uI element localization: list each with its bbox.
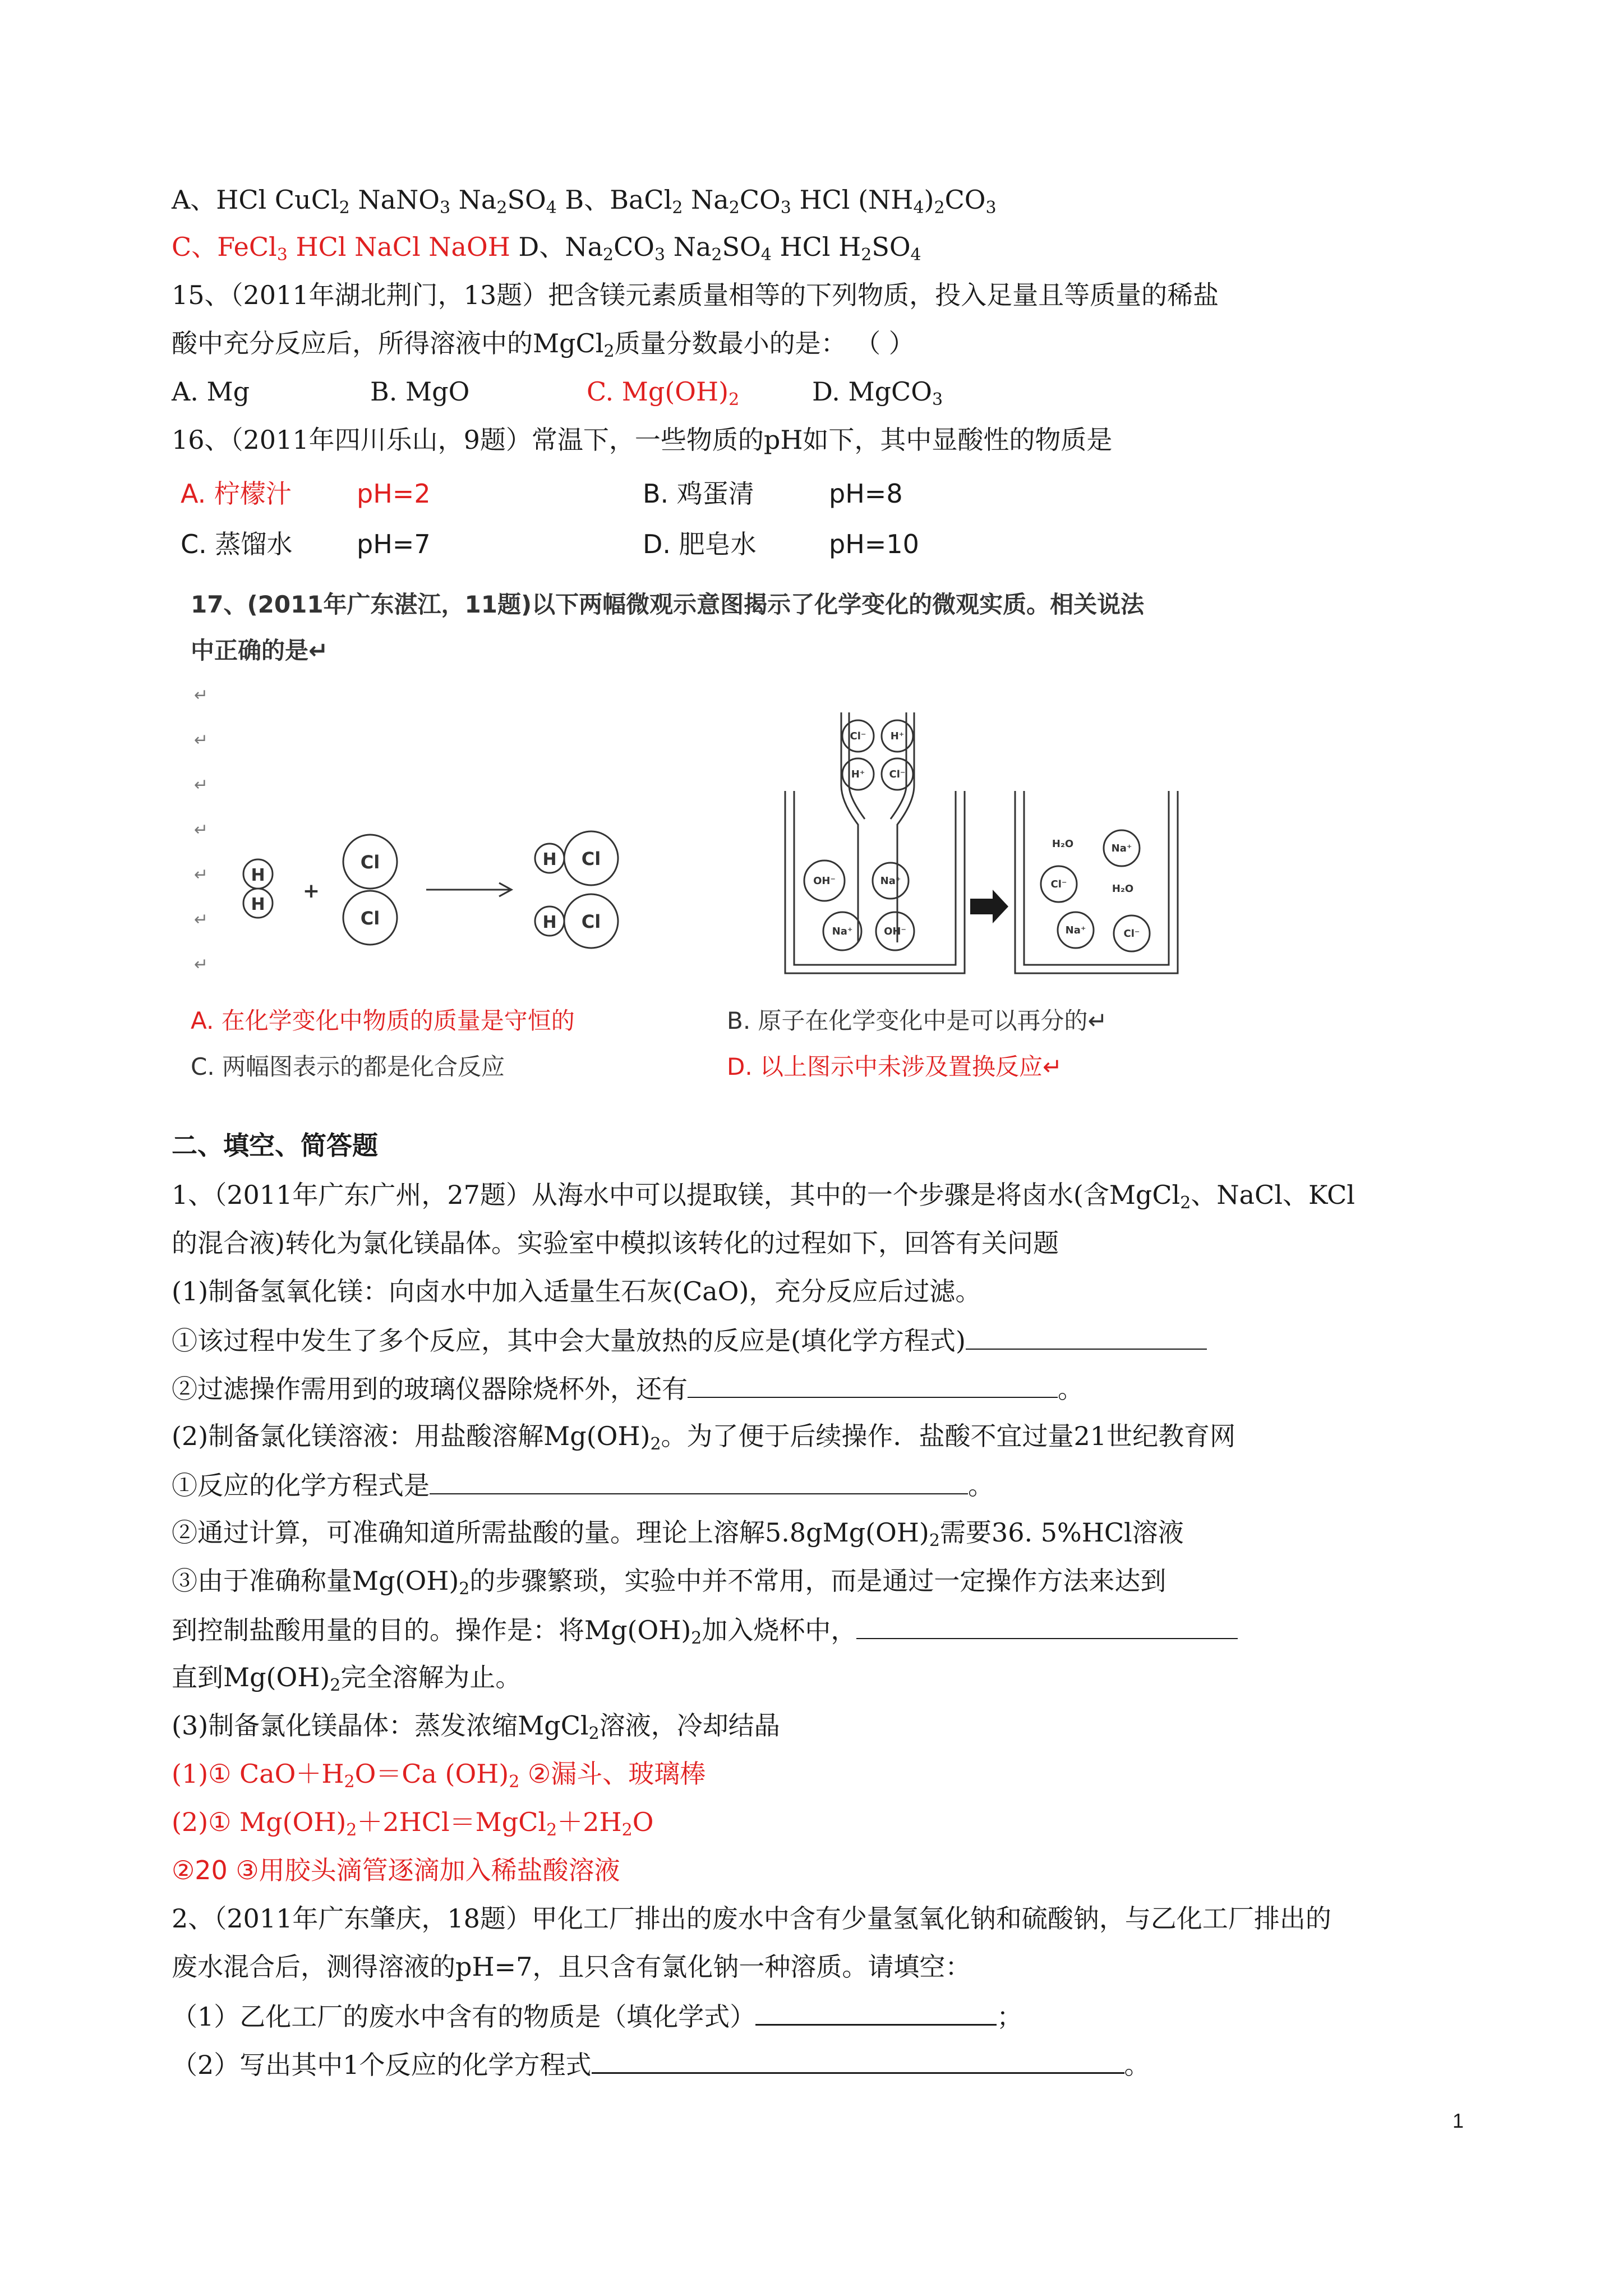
q16-option-d: D. 肥皂水 [643, 529, 757, 559]
cl2-molecule [343, 835, 397, 945]
answer-blank[interactable] [856, 1612, 1238, 1639]
svg-text:H: H [542, 850, 557, 869]
reaction-arrow-bold [970, 890, 1008, 923]
q17-option-c: C. 两幅图表示的都是化合反应 [191, 1053, 505, 1080]
q17-options-cd [191, 1050, 1063, 1084]
svg-text:H: H [542, 913, 557, 932]
q15-option-d: D. MgCO$_3$ [812, 376, 943, 409]
reaction-arrow [426, 883, 511, 896]
q14-option-a: A、HCl CuCl [172, 185, 339, 215]
svg-text:H: H [251, 866, 265, 885]
return-mark: ↵ [194, 775, 209, 795]
q2-1-part2-q3-end: 直到$Mg(OH)_2$完全溶解为止。 [172, 1662, 522, 1695]
q2-1-part1: (1)制备氢氧化镁：向卤水中加入适量生石灰(CaO)，充分反应后过滤。 [172, 1276, 981, 1306]
q2-1-part2: (2)制备氯化镁溶液：用盐酸溶解$Mg(OH)_2$。为了便于后续操作．盐酸不宜过量21世纪教育网 [172, 1421, 1236, 1454]
return-mark: ↵ [194, 910, 209, 930]
svg-text:Cl⁻: Cl⁻ [850, 730, 866, 742]
q2-1-part2-q3-cont: 到控制盐酸用量的目的。操作是：将$Mg(OH)_2$加入烧杯中， [172, 1612, 1238, 1647]
q17-stem-line2: 中正确的是↵ [191, 637, 329, 664]
q16-option-a: A. 柠檬汁 [181, 478, 292, 509]
q16-option-d-ph: pH=10 [829, 529, 919, 559]
svg-text:H⁺: H⁺ [851, 769, 865, 780]
q2-1-stem-line1: 1、（2011年广东广州，27题）从海水中可以提取镁，其中的一个步骤是将卤水(含MgCl$_2$、NaCl、KCl [172, 1180, 1355, 1213]
return-mark: ↵ [194, 865, 209, 885]
svg-text:Cl⁻: Cl⁻ [1050, 878, 1067, 890]
q2-1-part1-q1: ①该过程中发生了多个反应，其中会大量放热的反应是(填化学方程式) [172, 1323, 1207, 1358]
svg-text:H⁺: H⁺ [890, 730, 905, 742]
answer-blank[interactable] [592, 2046, 1124, 2074]
dropper-funnel [841, 712, 914, 942]
q17-option-d: D. 以上图示中未涉及置换反应↵ [727, 1053, 1063, 1080]
beaker-left [785, 791, 965, 973]
q14-options-cd: C、FeCl$_3$ HCl NaCl NaOH D、$Na_2CO_3$ $Na_2SO_4$ HCl $H_2SO_4$ [172, 232, 921, 265]
q15-option-c: C. $Mg(OH)_2$ [587, 376, 740, 409]
q2-2-part2: （2）写出其中1个反应的化学方程式 。 [172, 2046, 1150, 2082]
section-heading: 二、填空、简答题 [172, 1130, 378, 1161]
q17-option-b: B. 原子在化学变化中是可以再分的↵ [727, 1007, 1108, 1034]
q17-option-a: A. 在化学变化中物质的质量是守恒的 [191, 1007, 575, 1034]
hcl-molecule-2 [535, 894, 618, 948]
q16-option-b: B. 鸡蛋清 [643, 478, 754, 509]
svg-text:Na⁺: Na⁺ [880, 875, 901, 887]
return-mark: ↵ [194, 685, 209, 705]
svg-text:Cl: Cl [581, 848, 601, 869]
answer-line-2: (2)① $Mg(OH)_2+2HCl=MgCl_2+2H_2O$ [172, 1807, 654, 1840]
svg-text:Na⁺: Na⁺ [1065, 924, 1086, 936]
beaker-right [1015, 791, 1178, 973]
q16-option-c: C. 蒸馏水 [181, 529, 293, 559]
h2-cl2-reaction-diagram [236, 808, 639, 976]
svg-text:Cl: Cl [360, 908, 380, 929]
q15-option-b: B. MgO [370, 376, 470, 407]
q15-stem-line1: 15、（2011年湖北荆门，13题）把含镁元素质量相等的下列物质，投入足量且等质量的稀盐 [172, 280, 1219, 310]
return-mark: ↵ [194, 955, 209, 974]
svg-text:Na⁺: Na⁺ [1111, 843, 1132, 854]
return-mark: ↵ [194, 820, 209, 840]
svg-text:Cl: Cl [581, 911, 601, 932]
q2-2-stem-line2: 废水混合后，测得溶液的pH=7，且只含有氯化钠一种溶质。请填空： [172, 1952, 971, 1982]
neutralization-diagram [780, 707, 1183, 982]
q17-stem-line1: 17、(2011年广东湛江，11题)以下两幅微观示意图揭示了化学变化的微观实质。相关说法 [191, 591, 1145, 618]
svg-text:H₂O: H₂O [1052, 838, 1074, 850]
answer-line-3: ②20 ③用胶头滴管逐滴加入稀盐酸溶液 [172, 1855, 620, 1885]
page-number: 1 [1453, 2109, 1464, 2132]
q15-stem-line2: 酸中充分反应后，所得溶液中的MgCl$_2$质量分数最小的是： （ ） [172, 328, 915, 361]
svg-text:Cl⁻: Cl⁻ [1123, 928, 1140, 940]
q14-options-ab: A、HCl CuCl$_2$ NaNO$_3$ $Na_2SO_4$ B、BaCl$_2$ $Na_2CO_3$ HCl $(NH_4)_2CO_3$ [172, 185, 997, 218]
q2-1-part2-q2: ②通过计算，可准确知道所需盐酸的量。理论上溶解$5.8gMg(OH)_2$需要36. 5%HCl溶液 [172, 1517, 1184, 1550]
q2-1-part2-q1: ①反应的化学方程式是 。 [172, 1467, 994, 1502]
q2-1-stem-line2: 的混合液)转化为氯化镁晶体。实验室中模拟该转化的过程如下，回答有关问题 [172, 1228, 1059, 1258]
answer-blank[interactable] [430, 1467, 968, 1494]
svg-text:Na⁺: Na⁺ [832, 926, 853, 937]
svg-text:OH⁻: OH⁻ [813, 875, 836, 887]
q17-options-ab [191, 1004, 1108, 1038]
q14-option-d: D、Na [510, 232, 603, 262]
svg-text:H: H [251, 895, 265, 914]
answer-blank[interactable] [755, 1998, 997, 2026]
q16-option-b-ph: pH=8 [829, 478, 903, 509]
ion-group-right-beaker [1041, 830, 1150, 951]
plus-sign: + [302, 880, 320, 903]
q2-2-part1: （1）乙化工厂的废水中含有的物质是（填化学式） ； [172, 1998, 1022, 2033]
q15-options [172, 375, 943, 409]
svg-text:Cl⁻: Cl⁻ [889, 769, 906, 780]
q14-option-c: C、FeCl$_3$ HCl NaCl NaOH [172, 232, 510, 265]
q16-option-c-ph: pH=7 [357, 529, 431, 559]
answer-blank[interactable] [688, 1371, 1058, 1398]
svg-text:Cl: Cl [360, 852, 380, 873]
svg-text:OH⁻: OH⁻ [884, 926, 906, 937]
q16-option-a-ph: pH=2 [357, 478, 431, 509]
answer-line-1: (1)① $CaO+H_2O=Ca$ $(OH)_2$ ②漏斗、玻璃棒 [172, 1759, 706, 1792]
h2-molecule [243, 859, 273, 918]
q2-1-part1-q2: ②过滤操作需用到的玻璃仪器除烧杯外，还有 。 [172, 1371, 1083, 1406]
q15-option-a: A. Mg [172, 376, 250, 407]
q2-1-part2-q3: ③由于准确称量$Mg(OH)_2$的步骤繁琐，实验中并不常用，而是通过一定操作方法来达到 [172, 1566, 1166, 1599]
q2-2-stem-line1: 2、（2011年广东肇庆，18题）甲化工厂排出的废水中含有少量氢氧化钠和硫酸钠，与乙化工厂排出的 [172, 1903, 1331, 1934]
hcl-molecule-1 [535, 831, 618, 885]
q16-stem: 16、（2011年四川乐山，9题）常温下，一些物质的pH如下，其中显酸性的物质是 [172, 425, 1113, 455]
svg-text:H₂O: H₂O [1112, 883, 1134, 895]
return-mark: ↵ [194, 730, 209, 750]
ion-group-top [842, 720, 913, 790]
q2-1-part3: (3)制备氯化镁晶体：蒸发浓缩MgCl$_2$溶液，冷却结晶 [172, 1710, 780, 1743]
answer-blank[interactable] [966, 1323, 1207, 1350]
q14-option-b: B、BaCl [556, 185, 672, 215]
